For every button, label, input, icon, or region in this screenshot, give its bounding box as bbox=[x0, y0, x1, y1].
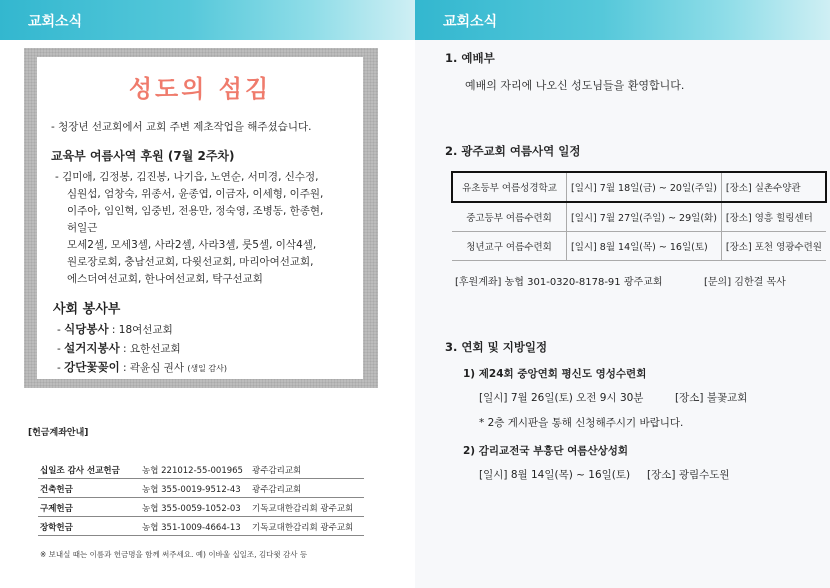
offering-note: ※ 보내실 때는 이름과 헌금명을 함께 써주세요. 예) 이바울 십일조, 김다윗 감사 등 bbox=[40, 550, 308, 559]
event1-date: [일시] 7월 26일(토) 오전 9시 30분 bbox=[479, 392, 644, 404]
schedule-date: [일시] 8월 14일(목) ~ 16일(토) bbox=[567, 232, 722, 261]
section-summer-title: 2. 광주교회 여름사역 일정 bbox=[445, 144, 581, 158]
event1-title: 1) 제24회 중앙연회 평신도 영성수련회 bbox=[463, 368, 647, 380]
worship-text: 예배의 자리에 나오신 성도님들을 환영합니다. bbox=[465, 79, 685, 92]
account-name: 장학헌금 bbox=[40, 523, 73, 533]
account-number: 농협 351-1009-4664-13 bbox=[142, 523, 241, 533]
right-page bbox=[415, 0, 830, 588]
account-name: 구제헌금 bbox=[40, 504, 73, 514]
service-item: - 설거지봉사 : 요한선교회 bbox=[57, 341, 181, 355]
service-heading: 사회 봉사부 bbox=[53, 302, 121, 317]
service-item: - 식당봉사 : 18여선교회 bbox=[57, 322, 173, 336]
service-extra: (생일 감사) bbox=[187, 364, 228, 373]
account-row bbox=[38, 460, 364, 479]
schedule-row bbox=[452, 172, 826, 202]
account-row bbox=[38, 517, 364, 536]
schedule-row bbox=[452, 232, 826, 261]
event1-note: * 2층 게시판을 통해 신청해주시기 바랍니다. bbox=[479, 417, 684, 429]
schedule-group: 유초등부 여름성경학교 bbox=[452, 172, 567, 202]
service-value: : 18여선교회 bbox=[111, 324, 173, 336]
schedule-date: [일시] 7월 18일(금) ~ 20일(주일) bbox=[567, 172, 722, 202]
account-name: 십일조 감사 선교헌금 bbox=[40, 466, 120, 476]
edu-names-line: 심원섭, 엄창숙, 위종서, 윤종엽, 이금자, 이세형, 이주원, bbox=[67, 188, 324, 200]
service-label: 설거지봉사 bbox=[64, 341, 120, 355]
service-label: 강단꽃꽂이 bbox=[64, 360, 120, 374]
card-title: 성도의 섬김 bbox=[128, 75, 272, 103]
account-name: 건축헌금 bbox=[40, 485, 73, 495]
event2-title: 2) 감리교전국 부흥단 여름산상성회 bbox=[463, 445, 629, 457]
account-number: 농협 221012-55-001965 bbox=[142, 466, 243, 476]
event2-place: [장소] 광림수도원 bbox=[647, 469, 730, 481]
schedule-group: 중고등부 여름수련회 bbox=[452, 202, 567, 232]
edu-names-line: 에스더여선교회, 한나여선교회, 탁구선교회 bbox=[67, 273, 263, 285]
sponsor-account: [후원계좌] 농협 301-0320-8178-91 광주교회 bbox=[455, 277, 663, 288]
summer-schedule-table bbox=[451, 171, 827, 261]
service-label: 식당봉사 bbox=[64, 322, 109, 336]
account-row bbox=[38, 479, 364, 498]
notice-card bbox=[37, 57, 363, 379]
cleanup-notice: - 청장년 선교회에서 교회 주변 제초작업을 해주셨습니다. bbox=[51, 121, 312, 133]
notice-board bbox=[24, 48, 378, 388]
schedule-row bbox=[452, 202, 826, 232]
inquiry-contact: [문의] 김한결 목사 bbox=[704, 277, 786, 288]
schedule-date: [일시] 7월 27일(주일) ~ 29일(화) bbox=[567, 202, 722, 232]
edu-names-line: 모세2셀, 모세3셀, 사라2셀, 사라3셀, 룻5셀, 이삭4셀, bbox=[67, 239, 317, 251]
edu-names-line: 이주아, 임인혁, 임중빈, 전용만, 정숙영, 조병동, 한종현, bbox=[67, 205, 324, 217]
schedule-place: [장소] 실촌수양관 bbox=[721, 172, 826, 202]
account-holder: 광주감리교회 bbox=[252, 485, 302, 495]
accounts-title: [헌금계좌안내] bbox=[28, 428, 89, 438]
schedule-group: 청년교구 여름수련회 bbox=[452, 232, 567, 261]
edu-names-line: 허일근 bbox=[67, 222, 98, 234]
schedule-place: [장소] 영흥 힐링센터 bbox=[721, 202, 826, 232]
service-value: : 곽윤심 권사 bbox=[123, 362, 184, 374]
right-banner bbox=[415, 0, 830, 40]
left-banner-title: 교회소식 bbox=[28, 14, 83, 30]
service-item: - 강단꽃꽂이 : 곽윤심 권사 (생일 감사) bbox=[57, 360, 228, 374]
edu-heading: 교육부 여름사역 후원 (7월 2주차) bbox=[51, 149, 235, 163]
edu-names-line: 원로장로회, 충남선교회, 다윗선교회, 마리아여선교회, bbox=[67, 256, 314, 268]
event1-place: [장소] 불꽃교회 bbox=[675, 392, 748, 404]
account-holder: 기독교대한감리회 광주교회 bbox=[252, 504, 354, 514]
account-holder: 광주감리교회 bbox=[252, 466, 302, 476]
account-row bbox=[38, 498, 364, 517]
account-holder: 기독교대한감리회 광주교회 bbox=[252, 523, 354, 533]
schedule-place: [장소] 포천 영광수련원 bbox=[721, 232, 826, 261]
account-number: 농협 355-0019-9512-43 bbox=[142, 485, 241, 495]
section-events-title: 3. 연회 및 지방일정 bbox=[445, 340, 548, 354]
edu-names-line: - 김미애, 김정봉, 김진봉, 나기읍, 노연순, 서미경, 신수정, bbox=[55, 171, 319, 183]
account-number: 농협 355-0059-1052-03 bbox=[142, 504, 241, 514]
event2-date: [일시] 8월 14일(목) ~ 16일(토) bbox=[479, 469, 631, 481]
section-worship-title: 1. 예배부 bbox=[445, 51, 495, 65]
service-value: : 요한선교회 bbox=[123, 343, 181, 355]
right-banner-title: 교회소식 bbox=[443, 14, 498, 30]
left-banner bbox=[0, 0, 415, 40]
